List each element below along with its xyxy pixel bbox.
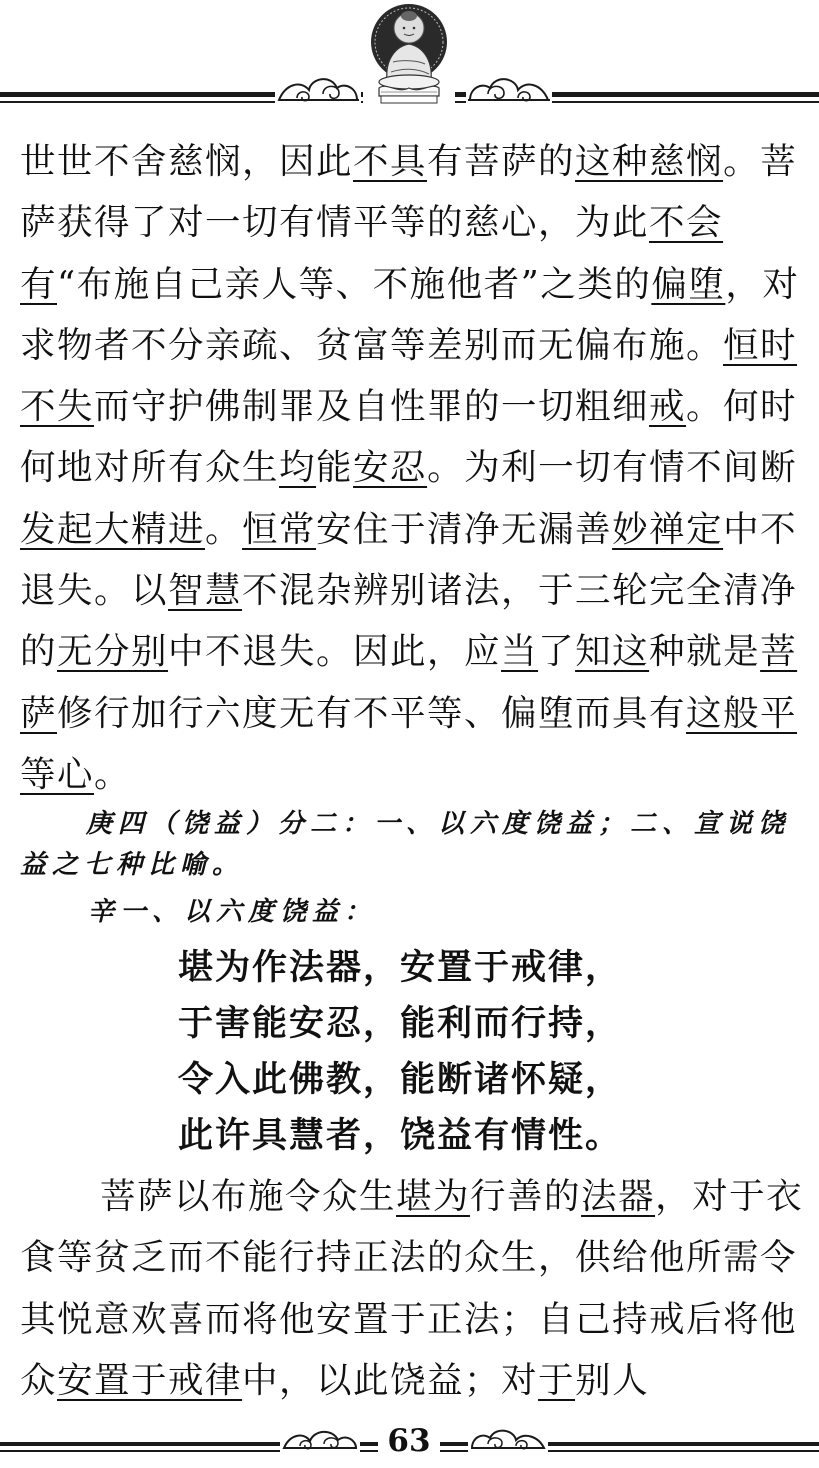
underlined-text: 均: [279, 447, 317, 489]
text-run: 不混杂辨别诸法，于三轮完全清净的: [20, 570, 798, 673]
underlined-text: 安忍: [353, 447, 428, 489]
underlined-text: 不具: [353, 141, 428, 182]
underlined-text: 戒: [649, 386, 687, 428]
text-run: 菩萨以布施令众生: [100, 1176, 397, 1217]
section-heading: 庚四（饶益）分二：一、以六度饶益；二、宣说饶益之七种比喻。: [20, 809, 791, 880]
text-run: 中不退失。因此，应: [168, 631, 502, 673]
text-run: “布施自己亲人等、不施他者”之类的: [57, 263, 652, 305]
verse-line-1: 堪为作法器，安置于戒律，: [178, 948, 623, 988]
footer-cloud-left-icon: [280, 1424, 360, 1458]
text-run: 世世不舍慈悯，因此: [20, 141, 354, 182]
underlined-text: 知这: [575, 631, 650, 673]
text-run: 种就是: [649, 631, 761, 673]
underlined-text: 安置于戒律: [57, 1359, 243, 1401]
underlined-text: 恒时不失: [20, 324, 798, 428]
text-run: 。: [205, 508, 243, 550]
text-run: 。为利一切有情不间断: [427, 447, 798, 489]
buddha-image-icon: [363, 2, 455, 106]
text-run: 。菩萨获得了对一切有情平等的慈心，为此: [20, 141, 798, 244]
body-paragraph-1: [20, 131, 804, 805]
text-run: 安住于清净无漏善: [316, 508, 613, 550]
underlined-text: 不会有: [20, 202, 724, 305]
underlined-text: 无分别: [57, 631, 169, 673]
footer-cloud-right-icon: [468, 1424, 548, 1458]
verse-line-3: 令入此佛教，能断诸怀疑，: [178, 1060, 623, 1100]
underlined-text: 这种慈悯: [575, 141, 724, 182]
underlined-text: 堪为: [396, 1176, 471, 1217]
verse-block: [178, 940, 738, 1164]
text-run: 。: [94, 753, 132, 795]
underlined-text: 于: [538, 1359, 576, 1401]
underlined-text: 发起大精进: [20, 508, 206, 550]
underlined-text: 智慧: [168, 570, 243, 612]
underlined-text: 妙禅定: [612, 508, 724, 550]
cloud-ornament-right-icon: [466, 70, 552, 108]
text-run: ，对于衣食等贫乏而不能行持正法的众生，供给他所需令其悦意欢喜而将他安置于正法；自己持戒后将他众: [20, 1176, 804, 1401]
underlined-text: 恒常: [242, 508, 317, 550]
text-run: 中，以此饶益；对: [242, 1359, 539, 1401]
underlined-text: 当: [501, 631, 539, 673]
text-run: 有菩萨的: [427, 141, 576, 182]
page-number: 63: [378, 1421, 440, 1461]
underlined-text: 菩萨: [20, 631, 798, 734]
text-run: ，对求物者不分亲疏、贫富等差别而无偏布施。: [20, 263, 800, 366]
text-run: 修行加行六度无有不平等、偏堕而具有: [57, 692, 687, 734]
underlined-text: 这般平等心: [20, 692, 798, 795]
underlined-text: 法器: [581, 1176, 656, 1217]
body-paragraph-2: [20, 1166, 804, 1411]
text-run: 而守护佛制罪及自性罪的一切粗细: [94, 386, 650, 428]
verse-line-2: 于害能安忍，能利而行持，: [178, 1004, 623, 1044]
text-run: 中不退失。以: [20, 508, 798, 612]
text-run: 。何时何地对所有众生: [20, 386, 798, 489]
underlined-text: 偏堕: [651, 263, 726, 305]
cloud-ornament-left-icon: [275, 70, 361, 108]
subsection-heading: 辛一、以六度饶益：: [88, 897, 377, 927]
verse-line-4: 此许具慧者，饶益有情性。: [178, 1116, 623, 1156]
text-run: 行善的: [470, 1176, 582, 1217]
text-run: 别人: [575, 1359, 650, 1401]
text-run: 了: [538, 631, 576, 673]
text-run: 能: [316, 447, 354, 489]
